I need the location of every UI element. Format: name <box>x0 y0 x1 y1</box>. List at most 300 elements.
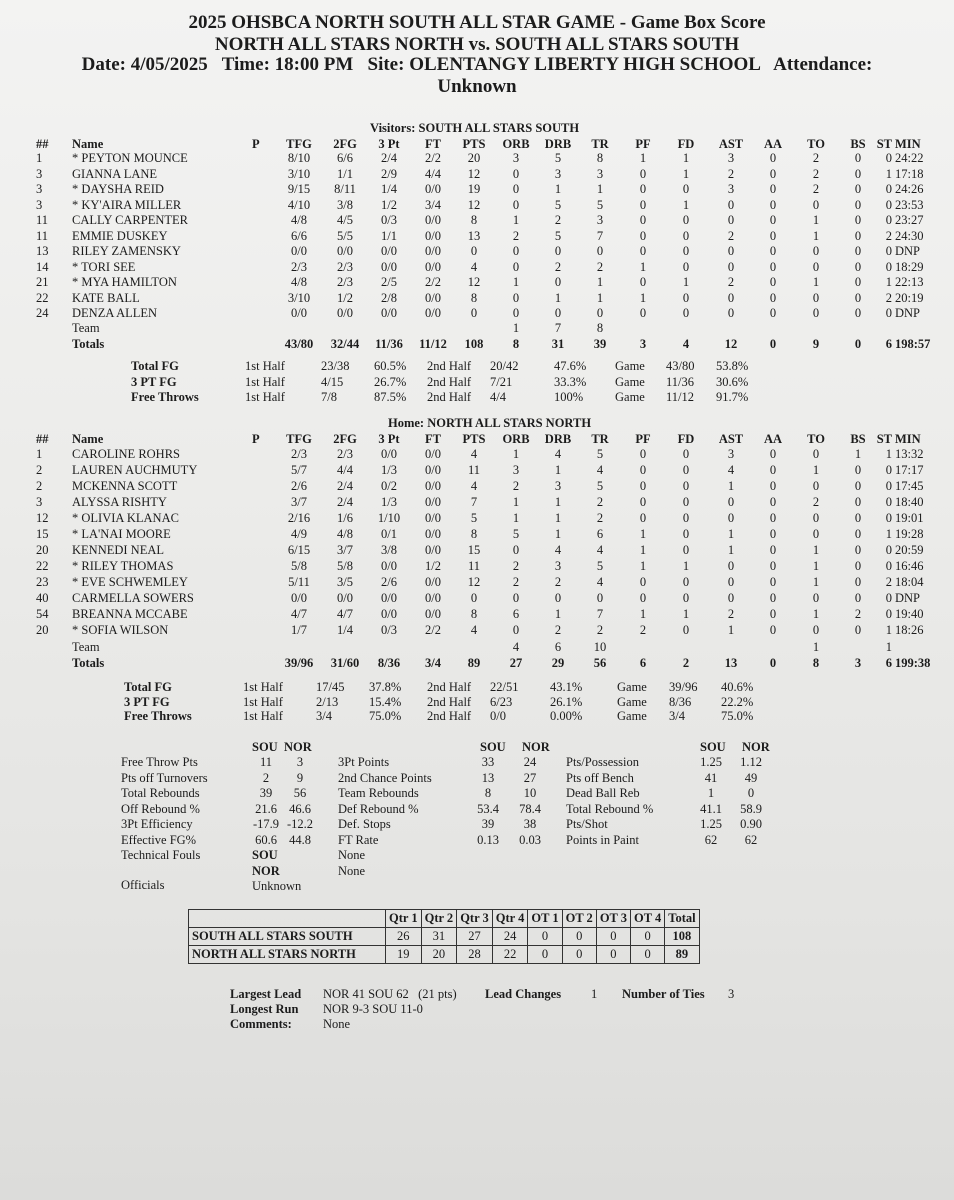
stat-sou-value: 41.1 <box>700 801 722 816</box>
player-stat: 2 <box>885 575 892 589</box>
player-name: * MYA HAMILTON <box>72 275 177 289</box>
player-stat: 11 <box>36 228 49 243</box>
player-stat: 5 <box>596 559 604 573</box>
stats-header-sou: SOU <box>700 740 726 754</box>
totals-row-cell: Totals <box>72 656 105 670</box>
player-stat: 1 <box>36 151 43 165</box>
player-stat: 0 <box>854 228 862 243</box>
player-stat: 4 <box>596 463 604 477</box>
player-name: BREANNA MCCABE <box>72 607 188 621</box>
summary-gp: 30.6% <box>716 374 749 389</box>
totals-row-cell: 39 <box>593 337 607 351</box>
stat-sou-value: 39 <box>259 786 273 800</box>
player-stat: 0/0 <box>425 306 441 320</box>
player-stat: 0 <box>854 623 862 637</box>
totals-row-cell: 3 <box>854 656 862 670</box>
player-stat: 20 <box>36 623 49 637</box>
player-stat: 0 <box>854 479 862 493</box>
summary-g: Game <box>615 374 645 389</box>
stat-sou-value: 11 <box>259 755 273 769</box>
player-stat: 0/0 <box>425 495 441 509</box>
player-stat: 2/3 <box>337 275 353 289</box>
player-stat: 0 <box>639 591 647 605</box>
player-stat: 0 <box>769 511 777 525</box>
team-row-cell: 1 <box>512 321 520 335</box>
stat-nor-value: 0.90 <box>740 817 762 831</box>
totals-row-cell: 31/60 <box>330 656 360 670</box>
player-stat: 0 <box>639 495 647 509</box>
player-stat: 54 <box>36 607 49 621</box>
player-stat: 0 <box>769 166 777 181</box>
player-stat: 2/5 <box>381 275 397 289</box>
player-stat: 0/0 <box>337 244 353 258</box>
stats-header-nor: NOR <box>742 740 770 754</box>
totals-row-cell: 9 <box>812 337 820 351</box>
player-stat: 0/0 <box>381 559 397 573</box>
summary-h1: 1st Half <box>243 709 283 723</box>
player-stat: 0 <box>769 306 777 320</box>
player-stat: 7 <box>596 228 604 243</box>
column-header: PTS <box>462 137 486 151</box>
stat-sou-value: 2 <box>262 770 270 785</box>
player-stat: 8 <box>470 213 478 227</box>
officials-value: Unknown <box>252 879 302 893</box>
player-stat: 22 <box>36 290 49 305</box>
player-stat: 0 <box>682 213 690 227</box>
player-stat: 2 <box>727 607 735 621</box>
player-name: * PEYTON MOUNCE <box>72 151 188 165</box>
player-stat: 2 <box>36 479 43 493</box>
column-header: PF <box>635 432 651 446</box>
player-stat: 0 <box>639 182 647 196</box>
player-stat: 0/0 <box>337 306 353 320</box>
player-stat: 2 <box>812 151 820 165</box>
player-name: GIANNA LANE <box>72 166 158 181</box>
player-stat: 4 <box>470 623 478 637</box>
column-header: ST <box>876 432 892 446</box>
totals-row-cell: 4 <box>682 337 690 351</box>
player-stat: 1/4 <box>337 623 353 637</box>
summary-h2v: 6/23 <box>490 694 513 709</box>
player-stat: 16:46 <box>895 559 924 573</box>
quarter-header-cell: OT 1 <box>528 910 562 928</box>
player-stat: 0/0 <box>425 213 441 227</box>
summary-label: Free Throws <box>124 709 192 723</box>
stat-label: Off Rebound % <box>121 801 200 816</box>
stat-sou-value: 1.25 <box>700 817 722 831</box>
player-stat: 0 <box>769 290 777 305</box>
player-stat: 1/3 <box>381 495 397 509</box>
player-stat: 1 <box>812 543 820 557</box>
player-stat: 17:18 <box>895 166 924 181</box>
player-stat: 0 <box>854 527 862 541</box>
column-header: BS <box>850 432 866 446</box>
player-stat: 2/9 <box>381 166 397 181</box>
player-stat: 1 <box>596 275 604 289</box>
stat-nor-value: 27 <box>523 770 537 785</box>
player-stat: 22:13 <box>895 275 924 289</box>
player-stat: 3 <box>596 213 604 227</box>
player-stat: 0 <box>885 479 892 493</box>
longest-run-value: NOR 9-3 SOU 11-0 <box>323 1002 423 1016</box>
player-stat: 5/11 <box>288 575 310 589</box>
player-stat: 0 <box>769 151 777 165</box>
player-stat: 20:59 <box>895 543 924 557</box>
player-stat: 0 <box>885 495 892 509</box>
summary-h1p: 75.0% <box>369 709 402 723</box>
player-stat: 6 <box>512 607 520 621</box>
player-stat: 0/0 <box>425 463 441 477</box>
player-stat: 5 <box>596 479 604 493</box>
totals-row-cell: 11/12 <box>419 337 447 351</box>
player-stat: 8 <box>470 290 478 305</box>
totals-row-cell: 6 <box>885 656 892 670</box>
player-stat: 1 <box>596 182 604 196</box>
player-stat: 2 <box>512 228 520 243</box>
player-stat: 0 <box>727 290 735 305</box>
player-stat: 1 <box>885 527 892 541</box>
player-stat: 0 <box>854 197 862 212</box>
team-row-cell: Team <box>72 321 100 335</box>
player-stat: 0/0 <box>425 228 441 243</box>
player-stat: 2/3 <box>337 447 353 461</box>
player-stat: 0 <box>682 575 690 589</box>
player-stat: 1 <box>682 197 690 212</box>
summary-label: 3 PT FG <box>124 694 170 709</box>
player-stat: 3/7 <box>291 495 307 509</box>
player-stat: 0 <box>854 543 862 557</box>
player-stat: 0 <box>470 244 478 258</box>
player-stat: 18:26 <box>895 623 924 637</box>
player-stat: 21 <box>36 275 49 289</box>
player-name: * DAYSHA REID <box>72 182 164 196</box>
player-stat: 0 <box>596 244 604 258</box>
largest-lead-label: Largest Lead <box>230 987 302 1001</box>
totals-row-cell: 6 <box>885 337 892 351</box>
player-stat: 0 <box>639 244 647 258</box>
player-stat: 0 <box>639 447 647 461</box>
player-stat: 1 <box>512 495 520 509</box>
column-header: ## <box>36 137 49 151</box>
quarter-score: 31 <box>421 928 457 946</box>
column-header: BS <box>850 137 866 151</box>
player-stat: 0 <box>554 275 562 289</box>
player-stat: 0 <box>639 511 647 525</box>
player-name: CAROLINE ROHRS <box>72 447 180 461</box>
player-stat: 1/6 <box>337 511 353 525</box>
player-stat: 2 <box>554 575 562 589</box>
player-stat: 0/0 <box>425 290 441 305</box>
player-stat: 0 <box>769 463 777 477</box>
player-stat: 0 <box>812 244 820 258</box>
stat-label: Pts off Turnovers <box>121 770 208 785</box>
column-header: 2FG <box>333 137 357 151</box>
stat-nor-value: -12.2 <box>286 817 314 831</box>
summary-h1v: 3/4 <box>316 709 332 723</box>
player-stat: 4/4 <box>337 463 353 477</box>
totals-row-cell: 56 <box>593 656 607 670</box>
player-stat: 1 <box>812 213 820 227</box>
quarter-header-cell: Total <box>665 910 699 928</box>
player-stat: 0/0 <box>291 591 307 605</box>
player-stat: 2 <box>639 623 647 637</box>
summary-h2p: 33.3% <box>554 374 587 389</box>
player-stat: 0 <box>812 623 820 637</box>
player-stat: 0/0 <box>425 259 441 274</box>
technical-fouls-label: Technical Fouls <box>121 848 201 862</box>
player-stat: 6/15 <box>287 543 311 557</box>
summary-h2v: 0/0 <box>490 709 506 723</box>
player-stat: 0/0 <box>425 182 441 196</box>
totals-row-cell: 43/80 <box>284 337 314 351</box>
player-stat: 3 <box>36 495 43 509</box>
player-name: KENNEDI NEAL <box>72 543 164 557</box>
player-stat: 4/7 <box>337 607 353 621</box>
player-stat: 0 <box>512 197 520 212</box>
player-stat: 0 <box>769 607 777 621</box>
quarter-score: 0 <box>528 928 562 946</box>
player-stat: 2/3 <box>291 259 307 274</box>
player-stat: 0 <box>512 591 520 605</box>
player-stat: 0 <box>812 197 820 212</box>
player-stat: 19:01 <box>895 511 924 525</box>
player-stat: 19:40 <box>895 607 924 621</box>
summary-g: Game <box>617 680 647 694</box>
totals-row-cell: 198:57 <box>895 337 931 351</box>
summary-gp: 53.8% <box>716 359 749 373</box>
player-stat: 18:29 <box>895 259 924 274</box>
stats-header-sou: SOU <box>252 740 278 754</box>
summary-h1p: 60.5% <box>374 359 407 373</box>
quarter-score: 0 <box>631 928 665 946</box>
totals-row-cell: 2 <box>682 656 690 670</box>
player-stat: 0 <box>512 182 520 196</box>
summary-g: Game <box>617 694 647 709</box>
column-header: TFG <box>286 432 312 446</box>
team-row-cell: 7 <box>554 321 562 335</box>
column-header: P <box>252 432 260 446</box>
player-stat: 3 <box>512 463 520 477</box>
column-header: ORB <box>502 137 530 151</box>
player-name: CARMELLA SOWERS <box>72 591 194 605</box>
stat-sou-value: 41 <box>704 770 718 785</box>
stat-nor-value: 56 <box>293 786 307 800</box>
player-stat: 0 <box>727 244 735 258</box>
player-stat: 0 <box>639 463 647 477</box>
player-stat: 0 <box>639 166 647 181</box>
player-stat: DNP <box>895 244 921 258</box>
player-stat: 1/2 <box>381 197 397 212</box>
totals-row-cell: 8/36 <box>377 656 401 670</box>
player-stat: 0 <box>854 213 862 227</box>
player-stat: 0/0 <box>425 575 441 589</box>
stat-sou-value: -17.9 <box>252 817 280 831</box>
player-stat: 0 <box>854 182 862 196</box>
player-stat: 0 <box>885 607 892 621</box>
player-stat: 12 <box>467 275 481 289</box>
player-stat: 1 <box>512 275 520 289</box>
summary-g: Game <box>615 359 645 373</box>
stat-nor-value: 38 <box>523 817 537 831</box>
summary-label: Total FG <box>131 359 179 373</box>
totals-row-cell: 27 <box>509 656 523 670</box>
quarter-score: 0 <box>596 946 630 964</box>
summary-gp: 75.0% <box>721 709 754 723</box>
summary-gv: 8/36 <box>669 694 692 709</box>
player-stat: 0/0 <box>425 479 441 493</box>
player-stat: 5/7 <box>291 463 307 477</box>
player-stat: 1 <box>554 495 562 509</box>
player-stat: 1 <box>596 290 604 305</box>
player-stat: 0 <box>769 228 777 243</box>
column-header: TO <box>807 432 825 446</box>
player-stat: 0 <box>682 259 690 274</box>
stats-header-nor: NOR <box>284 740 312 754</box>
player-name: * OLIVIA KLANAC <box>72 511 179 525</box>
player-stat: 0/0 <box>425 511 441 525</box>
player-stat: 0 <box>854 463 862 477</box>
stat-nor-value: 49 <box>744 770 758 785</box>
stat-nor-value: 24 <box>523 755 537 769</box>
stat-sou-value: 0.13 <box>477 832 499 847</box>
summary-h2: 2nd Half <box>427 694 472 709</box>
player-stat: 0/3 <box>381 213 397 227</box>
player-stat: 0/0 <box>381 447 397 461</box>
stat-label: Team Rebounds <box>338 786 419 800</box>
tech-sou-label: SOU <box>252 848 278 862</box>
column-header: Name <box>72 137 104 151</box>
player-stat: 3 <box>36 197 43 212</box>
player-stat: 3 <box>554 166 562 181</box>
player-stat: 4/8 <box>337 527 353 541</box>
tech-sou-value: None <box>338 848 366 862</box>
stat-label: Pts/Shot <box>566 817 608 831</box>
player-stat: 3 <box>554 479 562 493</box>
column-header: AST <box>718 137 744 151</box>
player-stat: 11 <box>467 463 481 477</box>
player-stat: 18:40 <box>895 495 924 509</box>
player-stat: 0/2 <box>381 479 397 493</box>
column-header: P <box>252 137 260 151</box>
player-stat: 0 <box>769 275 777 289</box>
totals-row-cell: 8 <box>812 656 820 670</box>
column-header: AA <box>763 432 783 446</box>
team-row-cell: 8 <box>596 321 604 335</box>
player-stat: 1 <box>885 623 892 637</box>
stat-nor-value: 58.9 <box>740 801 762 816</box>
player-stat: 7 <box>596 607 604 621</box>
player-stat: 1 <box>512 511 520 525</box>
player-stat: 0 <box>682 244 690 258</box>
stat-label: Total Rebounds <box>121 786 200 800</box>
totals-row-cell: 0 <box>854 337 862 351</box>
player-stat: 1 <box>885 447 892 461</box>
player-stat: 5 <box>554 228 562 243</box>
player-stat: 0 <box>639 275 647 289</box>
player-stat: 2/6 <box>381 575 397 589</box>
player-stat: 40 <box>36 591 49 605</box>
player-stat: 1 <box>854 447 862 461</box>
ties-label: Number of Ties <box>622 987 705 1001</box>
player-stat: 1 <box>639 543 647 557</box>
player-stat: 0 <box>512 306 520 320</box>
player-stat: 0 <box>885 306 892 320</box>
totals-row-cell: 11/36 <box>375 337 403 351</box>
player-stat: 5 <box>554 151 562 165</box>
player-stat: 3/4 <box>425 197 441 212</box>
player-stat: 17:45 <box>895 479 924 493</box>
player-stat: 0 <box>769 495 777 509</box>
summary-gp: 22.2% <box>721 694 754 709</box>
player-stat: 4/8 <box>291 275 307 289</box>
player-stat: 0 <box>769 623 777 637</box>
player-stat: 0 <box>854 559 862 573</box>
player-stat: 4 <box>554 543 562 557</box>
totals-row-cell: 13 <box>724 656 738 670</box>
summary-h2p: 43.1% <box>550 680 583 694</box>
player-stat: 2/8 <box>381 290 397 305</box>
player-stat: 1/4 <box>381 182 397 196</box>
largest-lead-value: NOR 41 SOU 62 (21 pts) <box>323 987 457 1001</box>
player-stat: 5 <box>596 197 604 212</box>
totals-row-cell: 0 <box>769 656 777 670</box>
player-stat: 24:22 <box>895 151 924 165</box>
player-stat: 1 <box>682 275 690 289</box>
player-stat: 0 <box>639 213 647 227</box>
player-stat: 0 <box>885 559 892 573</box>
player-stat: 0 <box>885 511 892 525</box>
column-header: FT <box>425 137 441 151</box>
quarter-header-cell: Qtr 1 <box>386 910 422 928</box>
player-stat: 0 <box>769 575 777 589</box>
player-stat: 5 <box>554 197 562 212</box>
player-stat: 0/0 <box>425 244 441 258</box>
player-stat: 13 <box>467 228 481 243</box>
player-name: * RILEY THOMAS <box>72 559 174 573</box>
player-stat: 1 <box>885 166 892 181</box>
summary-h2p: 47.6% <box>554 359 587 373</box>
column-header: ## <box>36 432 49 446</box>
player-stat: 0 <box>682 591 690 605</box>
player-stat: 0 <box>554 244 562 258</box>
player-stat: 0 <box>682 447 690 461</box>
stat-label: Def Rebound % <box>338 801 419 816</box>
player-stat: 1 <box>682 559 690 573</box>
summary-gp: 40.6% <box>721 680 754 694</box>
totals-row-cell: 8 <box>512 337 520 351</box>
player-stat: 4/8 <box>291 213 307 227</box>
lead-changes-label: Lead Changes <box>485 987 562 1001</box>
player-stat: 0 <box>639 306 647 320</box>
player-stat: 5/8 <box>291 559 307 573</box>
player-stat: 0/0 <box>425 543 441 557</box>
player-stat: 4 <box>470 447 478 461</box>
summary-h2p: 100% <box>554 390 584 404</box>
comments-value: None <box>323 1017 351 1031</box>
totals-row-cell: 199:38 <box>895 656 931 670</box>
quarter-score: 24 <box>492 928 528 946</box>
stat-nor-value: 0 <box>747 786 755 800</box>
player-stat: 6/6 <box>291 228 307 243</box>
player-stat: 3/10 <box>287 166 311 181</box>
summary-gv: 11/36 <box>666 374 695 389</box>
player-stat: 23 <box>36 575 49 589</box>
player-stat: 12 <box>36 511 49 525</box>
player-stat: 0/3 <box>381 623 397 637</box>
quarter-score: 28 <box>457 946 493 964</box>
player-stat: 2/2 <box>425 275 441 289</box>
player-stat: 1 <box>639 259 647 274</box>
